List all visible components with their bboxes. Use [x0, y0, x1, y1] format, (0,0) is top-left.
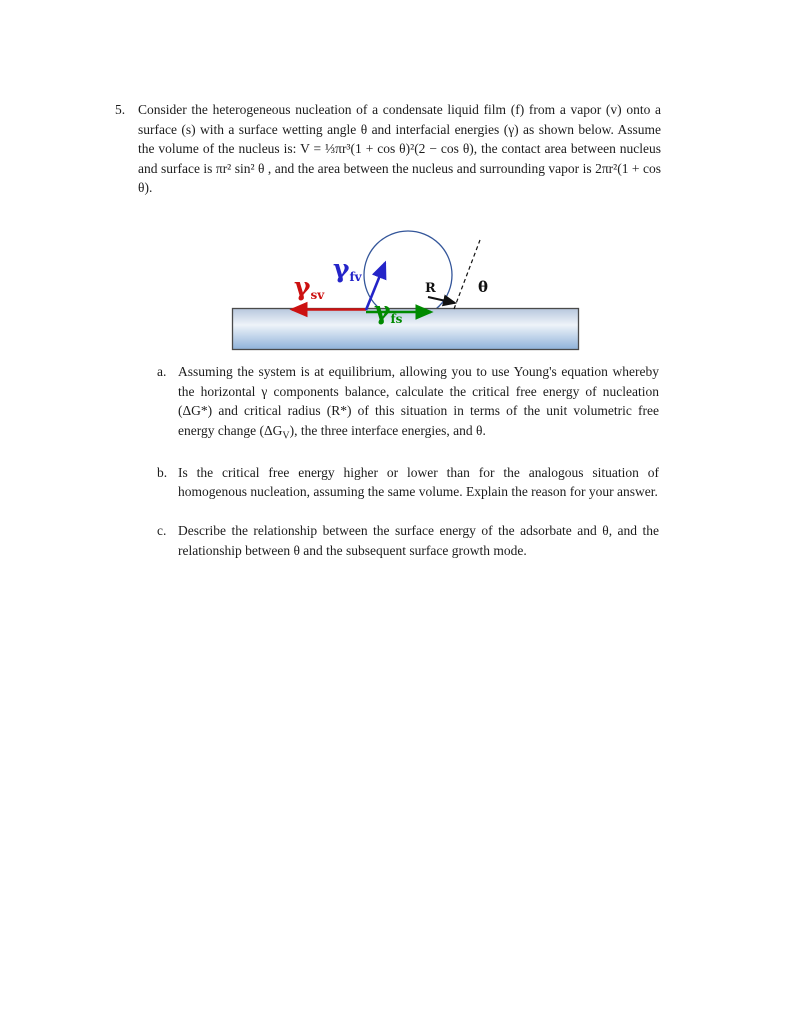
question-b [157, 463, 659, 502]
gamma-sv-subscript: sv [310, 288, 325, 303]
gamma-sv-label [294, 272, 324, 302]
gamma-symbol: γ [374, 296, 391, 325]
gamma-fv-subscript: fv [349, 270, 362, 285]
question-a-text [178, 362, 659, 444]
question-b-text: Is the critical free energy higher or lower than for the analogous situation of homogenous nucleation, assuming the same volume. Explain the reason for your answer. [178, 464, 659, 500]
question-c-label: c. [157, 523, 167, 538]
gamma-fs-label [374, 296, 402, 326]
radius-arrow [428, 297, 455, 303]
nucleation-diagram [228, 228, 586, 356]
problem-block [115, 100, 661, 198]
problem-text: Consider the heterogeneous nucleation of a condensate liquid film (f) from a vapor (v) onto a surface (s) with a surface wetting angle θ and interfacial energies (γ) as shown below. Assume the volume of the nucleus is: V = ⅓πr³(1 + cos θ)²(2 − cos θ), the contact area between nucleus and surface is πr² sin² θ , and the area between the nucleus and surrounding vapor is 2πr²(1 + cos θ). [138, 102, 661, 196]
problem-number: 5. [115, 102, 126, 117]
gamma-symbol: γ [294, 272, 311, 301]
diagram-canvas [228, 228, 586, 356]
question-a-label: a. [157, 364, 167, 379]
radius-label: R [425, 281, 436, 296]
question-c-text: Describe the relationship between the surface energy of the adsorbate and θ, and the relationship between θ and the subsequent surface growth mode. [178, 523, 659, 558]
question-b-label: b. [157, 464, 168, 480]
question-a-text-part2: ), the three interface energies, and θ. [289, 422, 486, 438]
gamma-fv-label [333, 254, 362, 284]
question-a-text-part1: Assuming the system is at equilibrium, allowing you to use Young's equation whereby the horizontal γ components balance, calculate the critical free energy of nucleation (ΔG*) and critical radius (R*) of this situation in terms of the unit volumetric free energy change (ΔG [178, 364, 659, 438]
theta-dashed-line [454, 240, 480, 309]
gamma-symbol: γ [333, 254, 350, 283]
theta-label: θ [478, 278, 489, 296]
surface-bar [233, 309, 579, 350]
question-a [157, 362, 659, 444]
question-a-subscript: V [282, 430, 290, 442]
sub-questions [157, 362, 659, 579]
gamma-fs-subscript: fs [390, 312, 403, 327]
question-c [157, 521, 659, 560]
